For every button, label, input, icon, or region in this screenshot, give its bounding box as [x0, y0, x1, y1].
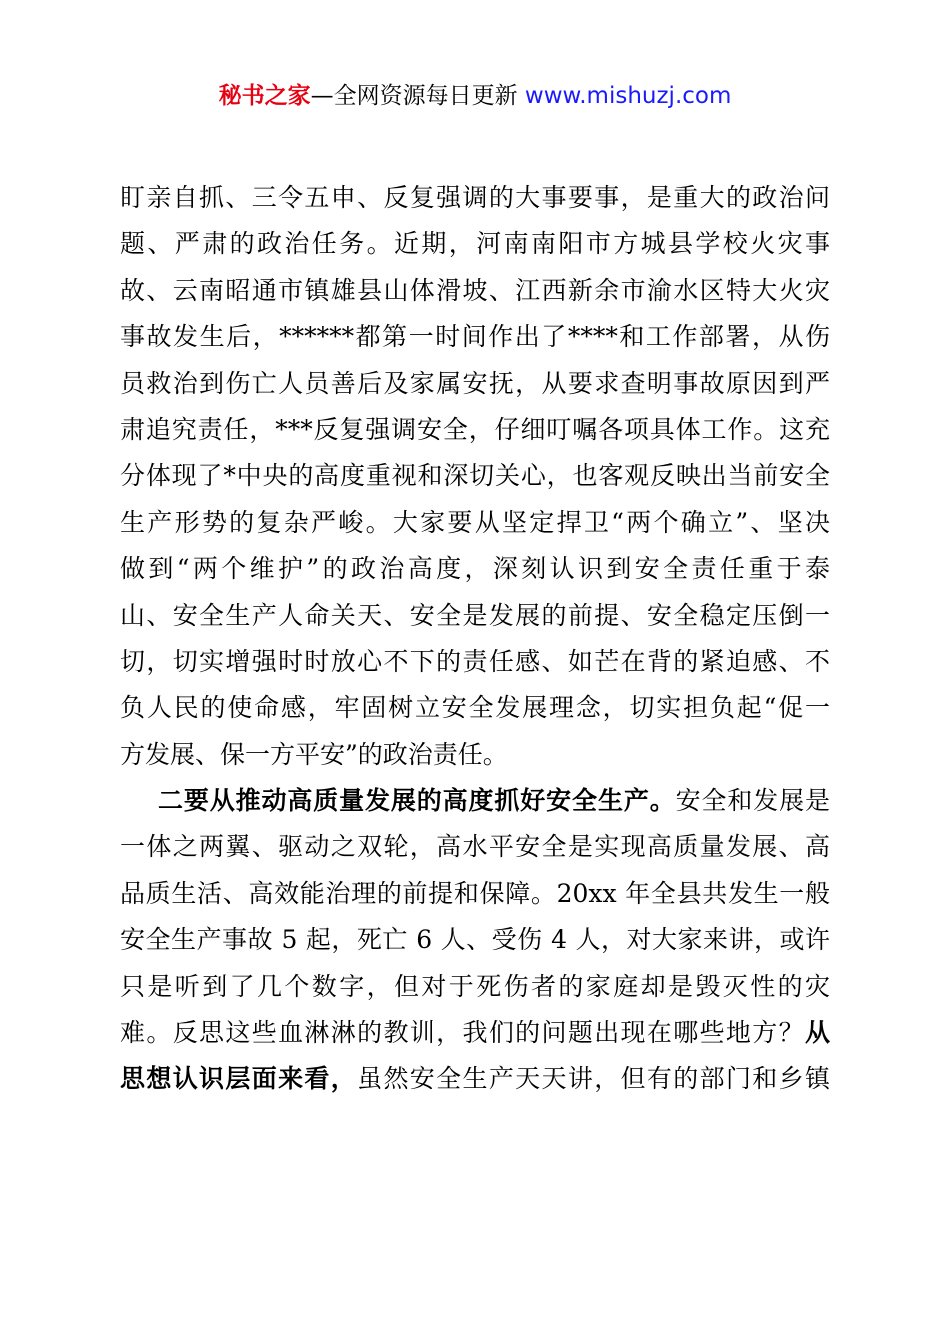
text-line: 故、云南昭通市镇雄县山体滑坡、江西新余市渝水区特大火灾	[120, 275, 830, 305]
paragraph-high-quality-development	[120, 786, 830, 1111]
text-line: 只是听到了几个数字，但对于死伤者的家庭却是毁灭性的灾	[120, 971, 830, 1001]
text-line: 切，切实增强时时放心不下的责任感、如芒在背的紧迫感、不	[120, 646, 830, 676]
text-fragment: 难。反思这些血淋淋的教训，我们的问题出现在哪些地方？	[120, 1018, 805, 1048]
site-header	[0, 80, 950, 112]
text-line: 事故发生后，******都第一时间作出了****和工作部署，从伤	[120, 322, 830, 352]
text-line: 员救治到伤亡人员善后及家属安抚，从要求查明事故原因到严	[120, 368, 830, 398]
text-line: 山、安全生产人命关天、安全是发展的前提、安全稳定压倒一	[120, 600, 830, 630]
text-line	[120, 1018, 830, 1064]
text-line: 题、严肃的政治任务。近期，河南南阳市方城县学校火灾事	[120, 229, 830, 259]
document-body	[120, 183, 830, 1111]
bold-fragment: 从	[804, 1018, 830, 1048]
text-line: 生产形势的复杂严峻。大家要从坚定捍卫“两个确立”、坚决	[120, 507, 830, 537]
text-line: 方发展、保一方平安”的政治责任。	[120, 739, 508, 769]
text-line: 分体现了*中央的高度重视和深切关心，也客观反映出当前安全	[120, 461, 830, 491]
brand-name: 秘书之家	[218, 83, 311, 109]
text-fragment: 虽然安全生产天天讲，但有的部门和乡镇	[357, 1064, 830, 1094]
text-line: 肃追究责任，***反复强调安全，仔细叮嘱各项具体工作。这充	[120, 414, 830, 444]
text-fragment: 安全和发展是	[675, 786, 830, 816]
text-line	[120, 1064, 830, 1110]
site-url-link[interactable]: www.mishuzj.com	[524, 83, 732, 109]
bold-fragment: 思想认识层面来看，	[120, 1064, 358, 1094]
text-line: 品质生活、高效能治理的前提和保障。20xx 年全县共发生一般	[120, 878, 830, 908]
text-line: 盯亲自抓、三令五申、反复强调的大事要事，是重大的政治问	[120, 183, 830, 212]
text-line	[120, 786, 830, 832]
text-line: 一体之两翼、驱动之双轮，高水平安全是实现高质量发展、高	[120, 832, 830, 862]
text-line: 负人民的使命感，牢固树立安全发展理念，切实担负起“促一	[120, 693, 830, 723]
header-tagline: —全网资源每日更新	[310, 83, 518, 109]
text-line: 安全生产事故 5 起，死亡 6 人、受伤 4 人，对大家来讲，或许	[120, 925, 830, 955]
paragraph-political-responsibility	[120, 183, 830, 786]
section-heading: 二要从推动高质量发展的高度抓好安全生产。	[158, 786, 676, 816]
text-line: 做到“两个维护”的政治高度，深刻认识到安全责任重于泰	[120, 554, 830, 584]
